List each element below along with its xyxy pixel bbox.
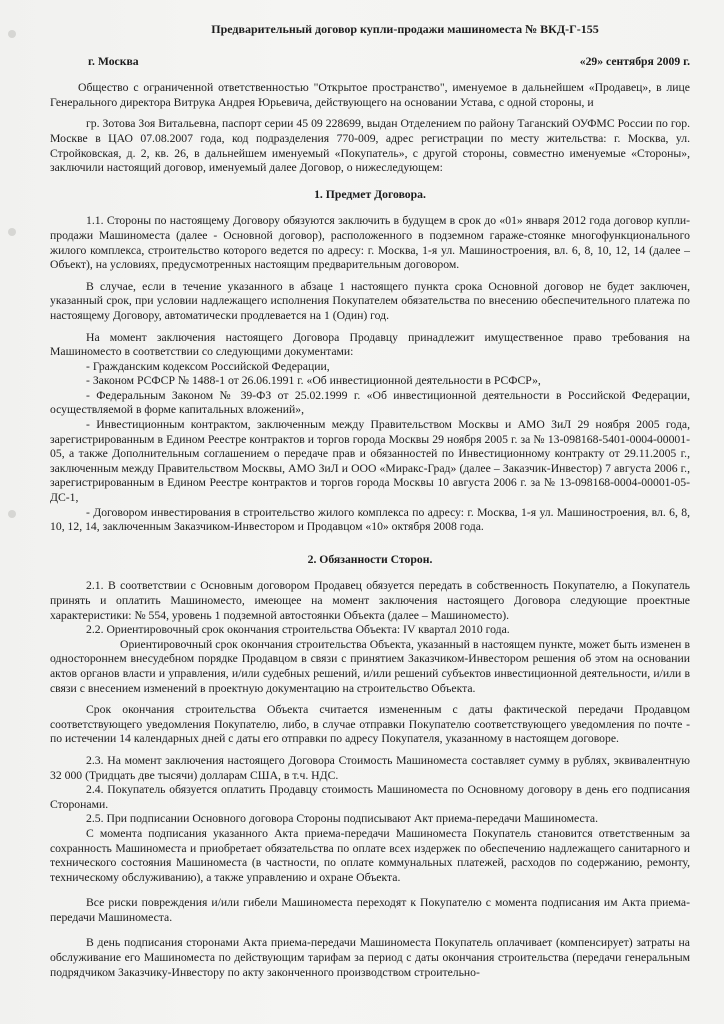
paragraph: 2.2. Ориентировочный срок окончания строительства Объекта: IV квартал 2010 года. <box>86 623 510 637</box>
paragraph: 2.3. На момент заключения настоящего Договора Стоимость Машиноместа составляет сумму в рублях, эквивалентную 32 000 (Тридцать две тысячи) долларам США, в т.ч. НДС. <box>50 753 690 782</box>
legal-basis-list <box>50 360 690 535</box>
intro-paragraph: гр. Зотова Зоя Витальевна, паспорт серии 45 09 228699, выдан Отделением по району Таганский ОУФМС России по гор. Москве в ЦАО 07.08.2007 года, код подразделения 770-009, адрес регистрации по месту жительства: г. Москва, ул. Стройковская, д. 2, кв. 26, в дальнейшем именуемый «Покупатель», с другой стороны, совместно именуемые «Стороны», заключили настоящий договор, именуемый далее Договор, о нижеследующем: <box>50 117 690 175</box>
list-item: - Законом РСФСР № 1488-1 от 26.06.1991 г. «Об инвестиционной деятельности в РСФСР», <box>86 374 541 388</box>
paragraph: Ориентировочный срок окончания строительства Объекта, указанный в настоящем пункте, может быть изменен в одностороннем внесудебном порядке Продавцом в связи с принятием Заказчиком-Инвестором решения об этом на основании актов органов власти и управления, и/или судебных решений, и/или решений субъектов инвестиционной деятельности, и/или в связи с внесением изменений в проектную документацию на строительство Объекта. <box>50 637 690 695</box>
paragraph: 2.4. Покупатель обязуется оплатить Продавцу стоимость Машиноместа по Основному договору в день его подписания Сторонами. <box>50 783 690 811</box>
paragraph: Срок окончания строительства Объекта считается измененным с даты фактической передачи Продавцом соответствующего уведомления Покупателю, либо, в случае отправки Покупателю соответствующего уведомления по почте - по истечении 14 календарных дней с даты его отправки по адресу Покупателя, указанному в настоящем договоре. <box>50 703 690 746</box>
list-item: - Инвестиционным контрактом, заключенным между Правительством Москвы и АМО ЗиЛ 29 ноября 2005 года, зарегистрированным в Едином Реестре контрактов и торгов города Москвы 29 ноября 2005 г. за № 13-098168-5401-0004-00001-05, а также Дополнительным соглашением о передаче прав и обязанностей по Инвестиционному контракту от 29.11.2005 г., заключенным между Правительством Москвы, АМО ЗиЛ и ООО «Миракс-Град» (далее – Заказчик-Инвестор) 7 августа 2006 г., зарегистрированным в Едином Реестре контрактов и торгов города Москвы 10 августа 2006 г. за № 13-098168-0004-00001-05-ДС-1, <box>50 418 690 505</box>
date: «29» сентября 2009 г. <box>579 54 690 68</box>
paragraph: 2.5. При подписании Основного договора Стороны подписывают Акт приема-передачи Машиноместа. <box>86 812 598 826</box>
paragraph: На момент заключения настоящего Договора Продавцу принадлежит имущественное право требования на Машиноместо в соответствии со следующими документами: <box>50 330 690 359</box>
document-title: Предварительный договор купли-продажи машиноместа № ВКД-Г-155 <box>211 22 599 36</box>
city: г. Москва <box>88 54 139 68</box>
punch-hole-mark <box>8 228 16 236</box>
paragraph: В случае, если в течение указанного в абзаце 1 настоящего пункта срока Основной договор не будет заключен, указанный срок, при условии надлежащего исполнения Покупателем обязательства по внесению обеспечительного платежа по настоящему Договору, автоматически продлевается на 1 (Один) год. <box>50 279 690 322</box>
section-1-heading: 1. Предмет Договора. <box>314 187 426 201</box>
punch-hole-mark <box>8 510 16 518</box>
paragraph: 2.1. В соответствии с Основным договором Продавец обязуется передать в собственность Покупателю, а Покупатель принять и оплатить Машиноместо, имеющее на момент заключения настоящего Договора следующие проектные характеристики: № 554, уровень 1 подземной автостоянки Объекта (далее – Машиноместо). <box>50 579 690 622</box>
paragraph: В день подписания сторонами Акта приема-передачи Машиноместа Покупатель оплачивает (компенсирует) затраты на обслуживание его Машиноместа по действующим тарифам за период с даты окончания строительства (передачи генеральным подрядчиком Заказчику-Инвестору по акту законченного производством строительно- <box>50 936 690 979</box>
paragraph: С момента подписания указанного Акта приема-передачи Машиноместа Покупатель становится ответственным за сохранность Машиноместа и приобретает обязательства по оплате всех издержек по обеспечению надлежащего санитарного и технического состояния Машиноместа (в частности, по оплате коммунальных платежей, расходов по содержанию, ремонту, техническому обслуживанию), а также управлению и охране Объекта. <box>50 826 690 884</box>
paragraph: 1.1. Стороны по настоящему Договору обязуются заключить в будущем в срок до «01» января 2012 года договор купли-продажи Машиноместа (далее - Основной договор), расположенного в подземном гараже-стоянке многофункционального жилого комплекса, строительство которого ведется по адресу: г. Москва, 1-я ул. Машиностроения, вл. 6, 8, 10, 12, 14 (далее – Объект), на условиях, предусмотренных настоящим предварительным договором. <box>50 214 690 272</box>
list-item: - Гражданским кодексом Российской Федерации, <box>86 359 330 373</box>
list-item: - Федеральным Законом № 39-ФЗ от 25.02.1999 г. «Об инвестиционной деятельности в Российской Федерации, осуществляемой в форме капитальных вложений», <box>50 388 690 417</box>
punch-hole-mark <box>8 30 16 38</box>
intro-paragraph: Общество с ограниченной ответственностью "Открытое пространство", именуемое в дальнейшем «Продавец», в лице Генерального директора Витрука Андрея Юрьевича, действующего на основании Устава, с одной стороны, и <box>50 81 690 109</box>
section-2-heading: 2. Обязанности Сторон. <box>307 552 433 566</box>
document-body <box>50 22 690 980</box>
place-date-line <box>88 55 690 70</box>
paragraph: Все риски повреждения и/или гибели Машиноместа переходят к Покупателю с момента подписания им Акта приема-передачи Машиноместа. <box>50 896 690 924</box>
list-item: - Договором инвестирования в строительство жилого комплекса по адресу: г. Москва, 1-я ул. Машиностроения, вл. 6, 8, 10, 12, 14, заключенным Заказчиком-Инвестором и Продавцом «10» октября 2008 года. <box>50 505 690 534</box>
